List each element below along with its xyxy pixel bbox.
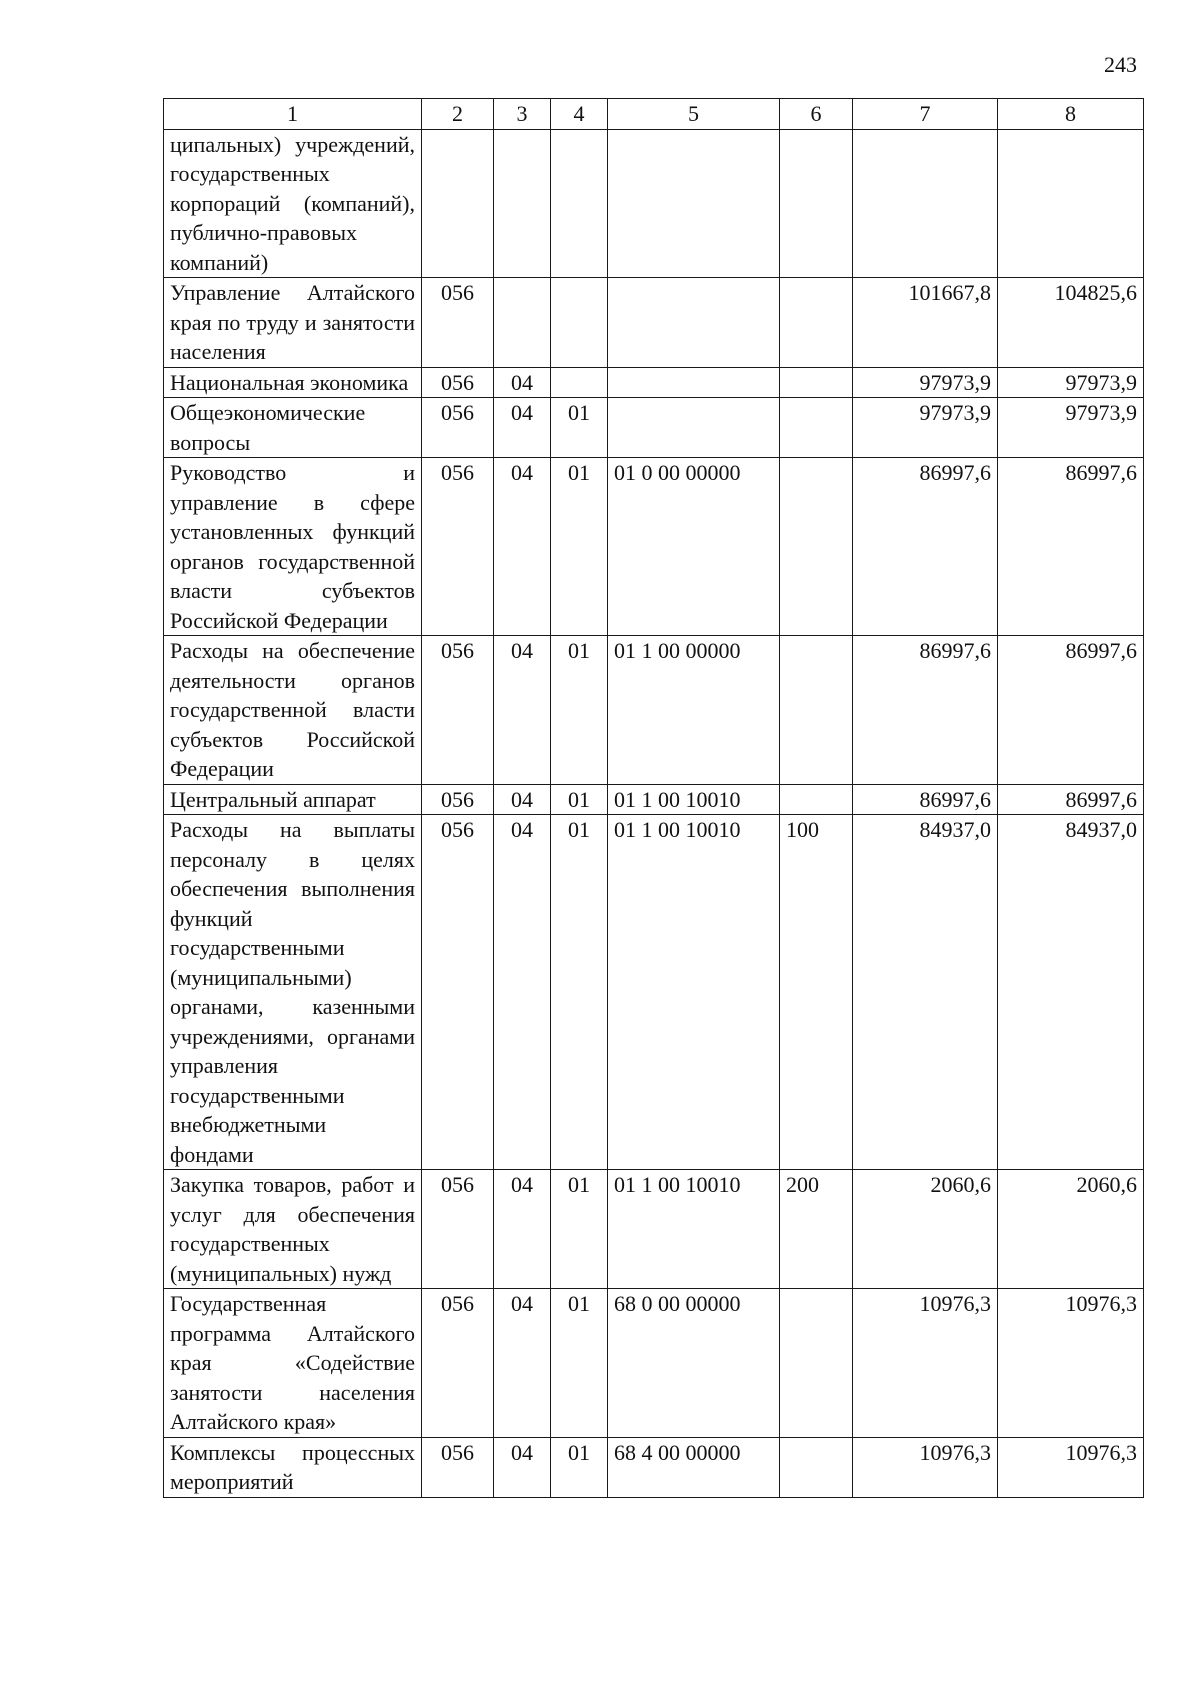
row-amount-1: 2060,6	[853, 1170, 998, 1289]
header-col-1: 1	[164, 99, 422, 130]
row-target-article	[608, 129, 780, 278]
row-expense-type: 200	[780, 1170, 853, 1289]
row-amount-2: 86997,6	[998, 784, 1144, 815]
row-name: Центральный аппарат	[164, 784, 422, 815]
row-amount-1: 101667,8	[853, 278, 998, 368]
row-amount-1: 86997,6	[853, 636, 998, 785]
row-amount-1: 10976,3	[853, 1437, 998, 1497]
row-target-article: 01 1 00 10010	[608, 815, 780, 1170]
table-row	[164, 367, 1144, 398]
row-name: Руководство и управление в сфере установленных функций органов государственной власти субъектов Российской Федерации	[164, 458, 422, 636]
row-amount-2: 97973,9	[998, 398, 1144, 458]
row-subsection: 01	[551, 784, 608, 815]
table-row	[164, 1437, 1144, 1497]
row-section	[494, 278, 551, 368]
table-row	[164, 815, 1144, 1170]
row-amount-2: 10976,3	[998, 1437, 1144, 1497]
row-expense-type	[780, 367, 853, 398]
row-expense-type	[780, 398, 853, 458]
row-target-article: 01 1 00 10010	[608, 784, 780, 815]
row-subsection: 01	[551, 636, 608, 785]
row-section: 04	[494, 815, 551, 1170]
row-target-article: 68 0 00 00000	[608, 1289, 780, 1438]
row-expense-type	[780, 278, 853, 368]
row-subsection: 01	[551, 1170, 608, 1289]
row-admin-code: 056	[422, 367, 494, 398]
header-col-5: 5	[608, 99, 780, 130]
table-row	[164, 398, 1144, 458]
row-admin-code: 056	[422, 458, 494, 636]
row-section: 04	[494, 784, 551, 815]
row-admin-code: 056	[422, 1437, 494, 1497]
table-row	[164, 278, 1144, 368]
row-target-article: 01 0 00 00000	[608, 458, 780, 636]
row-section: 04	[494, 1437, 551, 1497]
row-expense-type: 100	[780, 815, 853, 1170]
row-section	[494, 129, 551, 278]
row-expense-type	[780, 784, 853, 815]
row-amount-2: 84937,0	[998, 815, 1144, 1170]
row-amount-2: 86997,6	[998, 458, 1144, 636]
table-row	[164, 636, 1144, 785]
row-amount-1: 86997,6	[853, 458, 998, 636]
row-admin-code: 056	[422, 815, 494, 1170]
row-target-article	[608, 398, 780, 458]
row-target-article	[608, 278, 780, 368]
header-col-2: 2	[422, 99, 494, 130]
row-target-article	[608, 367, 780, 398]
row-subsection: 01	[551, 1437, 608, 1497]
row-admin-code: 056	[422, 1170, 494, 1289]
row-amount-1: 84937,0	[853, 815, 998, 1170]
row-name: ципальных) учреждений, государственных корпораций (компаний), публично-правовых компаний)	[164, 129, 422, 278]
row-admin-code: 056	[422, 278, 494, 368]
row-amount-1	[853, 129, 998, 278]
row-name: Национальная экономика	[164, 367, 422, 398]
row-admin-code: 056	[422, 636, 494, 785]
row-expense-type	[780, 129, 853, 278]
row-amount-2	[998, 129, 1144, 278]
row-subsection: 01	[551, 815, 608, 1170]
row-section: 04	[494, 367, 551, 398]
row-admin-code: 056	[422, 784, 494, 815]
row-admin-code: 056	[422, 1289, 494, 1438]
table-row	[164, 458, 1144, 636]
row-subsection	[551, 129, 608, 278]
row-target-article: 01 1 00 00000	[608, 636, 780, 785]
row-section: 04	[494, 1170, 551, 1289]
table-row	[164, 1289, 1144, 1438]
table-row	[164, 784, 1144, 815]
row-section: 04	[494, 458, 551, 636]
row-subsection	[551, 278, 608, 368]
row-subsection: 01	[551, 398, 608, 458]
header-col-7: 7	[853, 99, 998, 130]
row-amount-2: 2060,6	[998, 1170, 1144, 1289]
row-amount-2: 97973,9	[998, 367, 1144, 398]
row-section: 04	[494, 398, 551, 458]
budget-table	[163, 98, 1144, 1498]
row-amount-1: 10976,3	[853, 1289, 998, 1438]
row-amount-2: 10976,3	[998, 1289, 1144, 1438]
row-admin-code	[422, 129, 494, 278]
row-expense-type	[780, 1289, 853, 1438]
row-name: Комплексы процессных мероприятий	[164, 1437, 422, 1497]
header-col-3: 3	[494, 99, 551, 130]
row-admin-code: 056	[422, 398, 494, 458]
header-col-8: 8	[998, 99, 1144, 130]
row-target-article: 68 4 00 00000	[608, 1437, 780, 1497]
row-expense-type	[780, 458, 853, 636]
row-section: 04	[494, 1289, 551, 1438]
row-amount-2: 86997,6	[998, 636, 1144, 785]
row-name: Расходы на обеспечение деятельности органов государственной власти субъектов Российской Федерации	[164, 636, 422, 785]
row-name: Управление Алтайского края по труду и занятости населения	[164, 278, 422, 368]
table-row	[164, 1170, 1144, 1289]
row-name: Закупка товаров, работ и услуг для обеспечения государственных (муниципальных) нужд	[164, 1170, 422, 1289]
row-name: Государственная программа Алтайского края «Содействие занятости населения Алтайского края»	[164, 1289, 422, 1438]
row-amount-1: 97973,9	[853, 367, 998, 398]
row-target-article: 01 1 00 10010	[608, 1170, 780, 1289]
row-expense-type	[780, 636, 853, 785]
table-row	[164, 129, 1144, 278]
row-name: Расходы на выплаты персоналу в целях обеспечения выполнения функций государственными (муниципальными) органами, казенными учреждениями, органами управления государственными внебюджетными фондами	[164, 815, 422, 1170]
table-header-row	[164, 99, 1144, 130]
header-col-4: 4	[551, 99, 608, 130]
row-subsection: 01	[551, 1289, 608, 1438]
row-subsection	[551, 367, 608, 398]
row-name: Общеэкономические вопросы	[164, 398, 422, 458]
row-amount-2: 104825,6	[998, 278, 1144, 368]
row-section: 04	[494, 636, 551, 785]
header-col-6: 6	[780, 99, 853, 130]
row-subsection: 01	[551, 458, 608, 636]
row-amount-1: 86997,6	[853, 784, 998, 815]
page-number: 243	[1104, 52, 1137, 77]
row-amount-1: 97973,9	[853, 398, 998, 458]
row-expense-type	[780, 1437, 853, 1497]
